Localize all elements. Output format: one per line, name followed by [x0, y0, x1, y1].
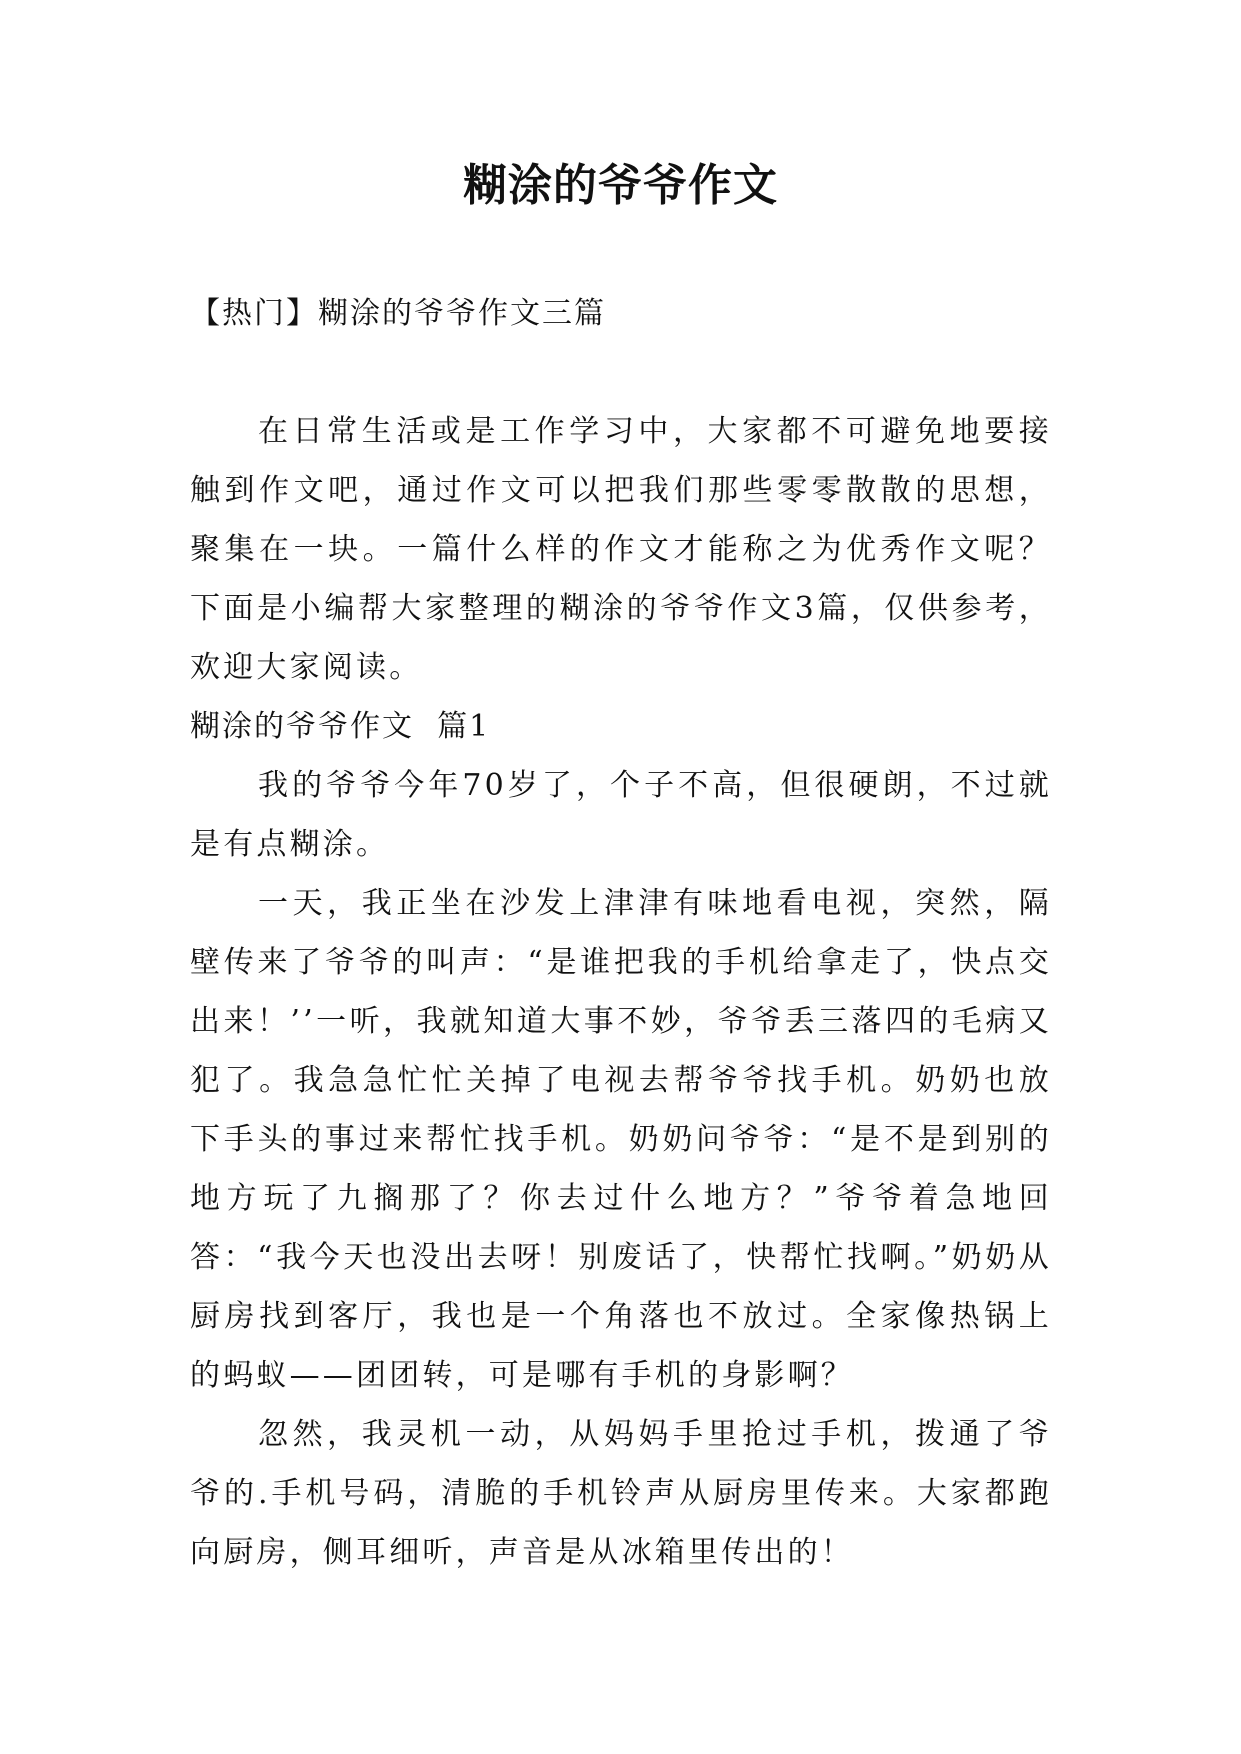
body-paragraph-3: 忽然，我灵机一动，从妈妈手里抢过手机，拨通了爷爷的.手机号码，清脆的手机铃声从厨房里传来。大家都跑向厨房，侧耳细听，声音是从冰箱里传出的！: [190, 1417, 1052, 1570]
document-subtitle: 【热门】糊涂的爷爷作文三篇: [190, 296, 606, 331]
intro-paragraph: 在日常生活或是工作学习中，大家都不可避免地要接触到作文吧，通过作文可以把我们那些零零散散的思想，聚集在一块。一篇什么样的作文才能称之为优秀作文呢？下面是小编帮大家整理的糊涂的爷爷作文3篇，仅供参考，欢迎大家阅读。: [190, 414, 1052, 685]
document-title: 糊涂的爷爷作文: [463, 160, 778, 211]
section-heading: 糊涂的爷爷作文 篇1: [190, 709, 491, 744]
body-paragraph-1: 我的爷爷今年70岁了，个子不高，但很硬朗，不过就是有点糊涂。: [190, 768, 1052, 862]
body-paragraph-2: 一天，我正坐在沙发上津津有味地看电视，突然，隔壁传来了爷爷的叫声：“是谁把我的手机给拿走了，快点交出来！’’一听，我就知道大事不妙，爷爷丢三落四的毛病又犯了。我急急忙忙关掉了电视去帮爷爷找手机。奶奶也放下手头的事过来帮忙找手机。奶奶问爷爷：“是不是到别的地方玩了九搁那了？你去过什么地方？”爷爷着急地回答：“我今天也没出去呀！别废话了，快帮忙找啊。”奶奶从厨房找到客厅，我也是一个角落也不放过。全家像热锅上的蚂蚁——团团转，可是哪有手机的身影啊？: [190, 886, 1052, 1393]
document-body: [190, 402, 1052, 1582]
